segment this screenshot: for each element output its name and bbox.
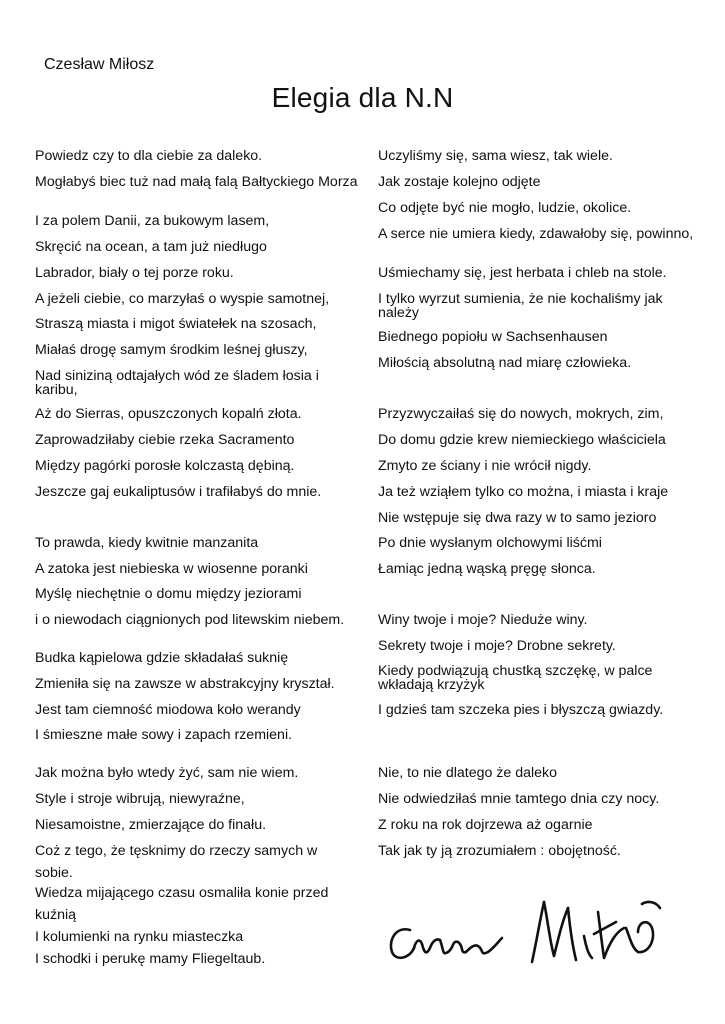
poem-left-line: Mogłabyś biec tuż nad małą falą Bałtyckiego Morza (35, 174, 358, 190)
poem-right-line: Nie, to nie dlatego że daleko (378, 765, 558, 781)
poem-left-line: Straszą miasta i migot światełek na szosach, (35, 316, 317, 332)
poem-left-line: Skręcić na ocean, a tam już niedługo (35, 239, 267, 255)
poem-left-line: Miałaś drogę samym środkim leśnej głuszy, (35, 342, 308, 358)
poem-left-line: I za polem Danii, za bukowym lasem, (35, 213, 270, 229)
poem-right-line: Zmyto ze ściany i nie wrócił nigdy. (378, 458, 592, 474)
poem-right-line: Po dnie wysłanym olchowymi liśćmi (378, 535, 602, 551)
poem-left-line: Zmieniła się na zawsze w abstrakcyjny kryształ. (35, 676, 335, 692)
poem-left-line: i o niewodach ciągnionych pod litewskim niebem. (35, 612, 345, 628)
poem-left-line: I kolumienki na rynku miasteczka (35, 929, 244, 945)
poem-right-line: Do domu gdzie krew niemieckiego właściciela (378, 432, 666, 448)
poem-right-line: A serce nie umiera kiedy, zdawałoby się, powinno, (378, 226, 694, 242)
poem-right-line: Sekrety twoje i moje? Drobne sekrety. (378, 638, 616, 654)
poem-left-line: Między pagórki porosłe kolczastą dębiną. (35, 458, 295, 474)
poem-right-line: I gdzieś tam szczeka pies i błyszczą gwiazdy. (378, 702, 664, 718)
poem-left-line: Powiedz czy to dla ciebie za daleko. (35, 148, 263, 164)
poem-left-line: Labrador, biały o tej porze roku. (35, 265, 234, 281)
poem-left-line: A zatoka jest niebieska w wiosenne poranki (35, 561, 308, 577)
poem-right-line: Tak jak ty ją zrozumiałem : obojętność. (378, 843, 621, 859)
poem-left-line: A jeżeli ciebie, co marzyłaś o wyspie samotnej, (35, 291, 330, 307)
poem-left-line: Jeszcze gaj eukaliptusów i trafiłabyś do mnie. (35, 484, 322, 500)
poem-left-line: To prawda, kiedy kwitnie manzanita (35, 535, 259, 551)
poem-left-line: I śmieszne małe sowy i zapach rzemieni. (35, 727, 293, 743)
author-signature (380, 892, 680, 972)
poem-right-line: Kiedy podwiązują chustką szczękę, w palce wkładają krzyżyk (378, 663, 653, 693)
poem-right-line: Nie odwiedziłaś mnie tamtego dnia czy nocy. (378, 791, 660, 807)
poem-right-line: Biednego popiołu w Sachsenhausen (378, 329, 608, 345)
poem-right-line: Nie wstępuje się dwa razy w to samo jezioro (378, 510, 657, 526)
poem-right-line: Co odjęte być nie mogło, ludzie, okolice. (378, 200, 632, 216)
poem-left-line: Zaprowadziłaby ciebie rzeka Sacramento (35, 432, 295, 448)
author-name: Czesław Miłosz (44, 56, 155, 73)
poem-right-line: Przyzwyczaiłaś się do nowych, mokrych, zim, (378, 406, 664, 422)
poem-left-line: kuźnią (35, 907, 77, 923)
poem-right-line: Miłością absolutną nad miarę człowieka. (378, 355, 632, 371)
poem-right-line: Łamiąc jedną wąską pręgę słonca. (378, 561, 596, 577)
poem-left-line: Nad siniziną odtajałych wód ze śladem łosia i karibu, (35, 368, 319, 398)
poem-left-line: Jak można było wtedy żyć, sam nie wiem. (35, 765, 299, 781)
poem-left-line: I schodki i perukę mamy Fliegeltaub. (35, 951, 266, 967)
poem-right-line: Winy twoje i moje? Nieduże winy. (378, 612, 588, 628)
poem-right-line: Uśmiechamy się, jest herbata i chleb na stole. (378, 265, 667, 281)
poem-right-line: I tylko wyrzut sumienia, że nie kochaliśmy jak należy (378, 291, 663, 321)
poem-left-line: Coż z tego, że tęsknimy do rzeczy samych w (35, 843, 318, 859)
poem-right-line: Uczyliśmy się, sama wiesz, tak wiele. (378, 148, 613, 164)
poem-right-line: Z roku na rok dojrzewa aż ogarnie (378, 817, 593, 833)
poem-left-line: Wiedza mijającego czasu osmaliła konie przed (35, 885, 329, 901)
poem-right-line: Ja też wziąłem tylko co można, i miasta i kraje (378, 484, 669, 500)
poem-left-line: Aż do Sierras, opuszczonych kopalń złota. (35, 406, 302, 422)
poem-left-line: Niesamoistne, zmierzające do finału. (35, 817, 267, 833)
poem-left-line: Budka kąpielowa gdzie składałaś suknię (35, 650, 289, 666)
poem-left-line: sobie. (35, 865, 73, 881)
poem-right-line: Jak zostaje kolejno odjęte (378, 174, 541, 190)
poem-left-line: Jest tam ciemność miodowa koło werandy (35, 702, 301, 718)
poem-title: Elegia dla N.N (271, 82, 454, 113)
poem-left-line: Myślę niechętnie o domu między jeziorami (35, 586, 302, 602)
poem-left-line: Style i stroje wibrują, niewyraźne, (35, 791, 245, 807)
